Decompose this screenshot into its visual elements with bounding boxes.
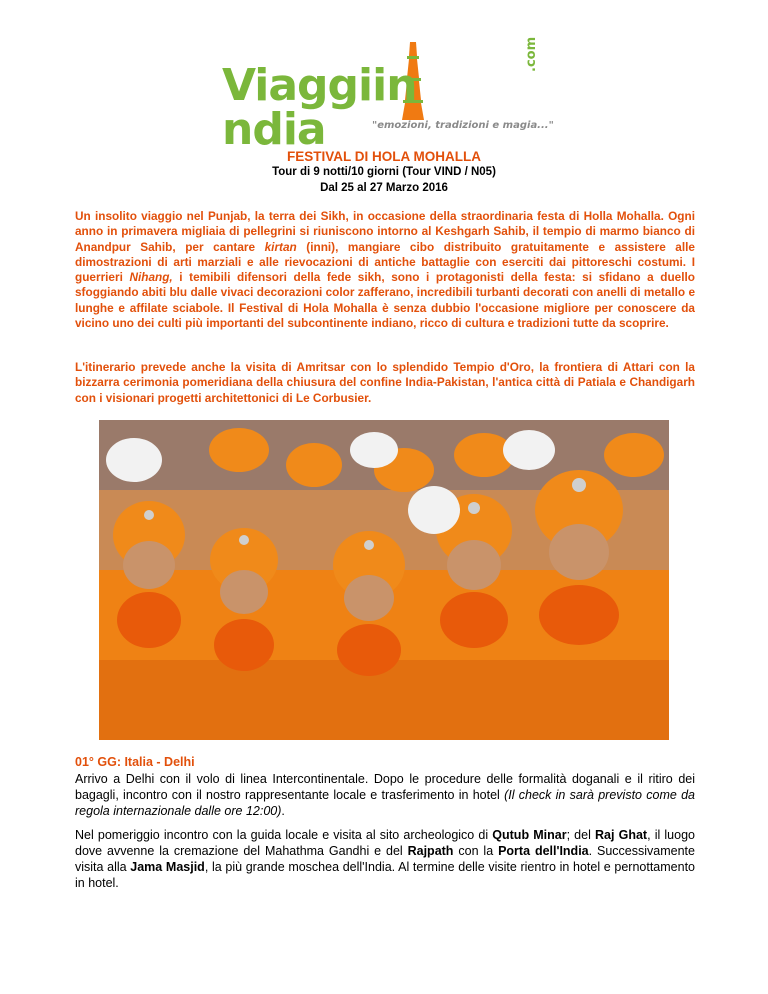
logo-wordmark: Viaggiinndia: [222, 60, 417, 155]
tour-dates: Dal 25 al 27 Marzo 2016: [320, 182, 448, 194]
day-1-paragraph-2: Nel pomeriggio incontro con la guida locale e visita al sito archeologico di Qutub Minar; del Raj Ghat, il luogo dove avvenne la cremazione del Mahathma Gandhi e del Rajpath con la Porta dell'India. Successivamente visita alla Jama Masjid, la più grande moschea dell'India. Al termine delle visite rientro in hotel e pernottamento in hotel.: [75, 828, 695, 890]
itinerary-paragraph: L'itinerario prevede anche la visita di Amritsar con lo splendido Tempio d'Oro, la frontiera di Attari con la bizzarra cerimonia pomeridiana della chiusura del confine India-Pakistan, l'antica città di Patiala e Chandigarh con i visionari progetti architettonici di Le Corbusier.: [75, 360, 695, 405]
logo-domain: .com: [524, 36, 539, 72]
tour-title: FESTIVAL DI HOLA MOHALLA: [287, 149, 481, 164]
site-logo: [222, 36, 554, 155]
day-1-paragraph-1: Arrivo a Delhi con il volo di linea Intercontinentale. Dopo le procedure delle formalità doganali e il ritiro dei bagagli, incontro con il nostro rappresentante locale e trasferimento in hotel (Il check in sarà previsto come da regola internazionale dalle ore 12:00).: [75, 772, 695, 818]
intro-paragraph: Un insolito viaggio nel Punjab, la terra dei Sikh, in occasione della straordinaria festa di Holla Mohalla. Ogni anno in primavera migliaia di pellegrini si riuniscono intorno al Keshgarh Sahib, il tempio di marmo bianco di Anandpur Sahib, per cantare kirtan (inni), mangiare cibo distribuito gratuitamente e assistere alle dimostrazioni di arti marziali e alle rievocazioni di antiche battaglie con eserciti dai pittoreschi costumi. I guerrieri Nihang, i temibili difensori della fede sikh, sono i protagonisti della festa: si sfidano a duello sfoggiando abiti blu dalle vivaci decorazioni color zafferano, incredibili turbanti decorati con anelli di metallo e lunghe e affilate sciabole. Il Festival di Hola Mohalla è senza dubbio l'occasione migliore per conoscere da vicino uno dei culti più importanti del subcontinente indiano, ricco di cultura e tradizioni tutte da scoprire.: [75, 209, 695, 331]
sikh-children-image: [99, 420, 669, 740]
tour-duration: Tour di 9 notti/10 giorni (Tour VIND / N05): [272, 166, 496, 178]
festival-photo: [99, 420, 669, 740]
day-1-title: 01° GG: Italia - Delhi: [75, 755, 195, 769]
logo-tagline: "emozioni, tradizioni e magia...": [372, 120, 554, 131]
